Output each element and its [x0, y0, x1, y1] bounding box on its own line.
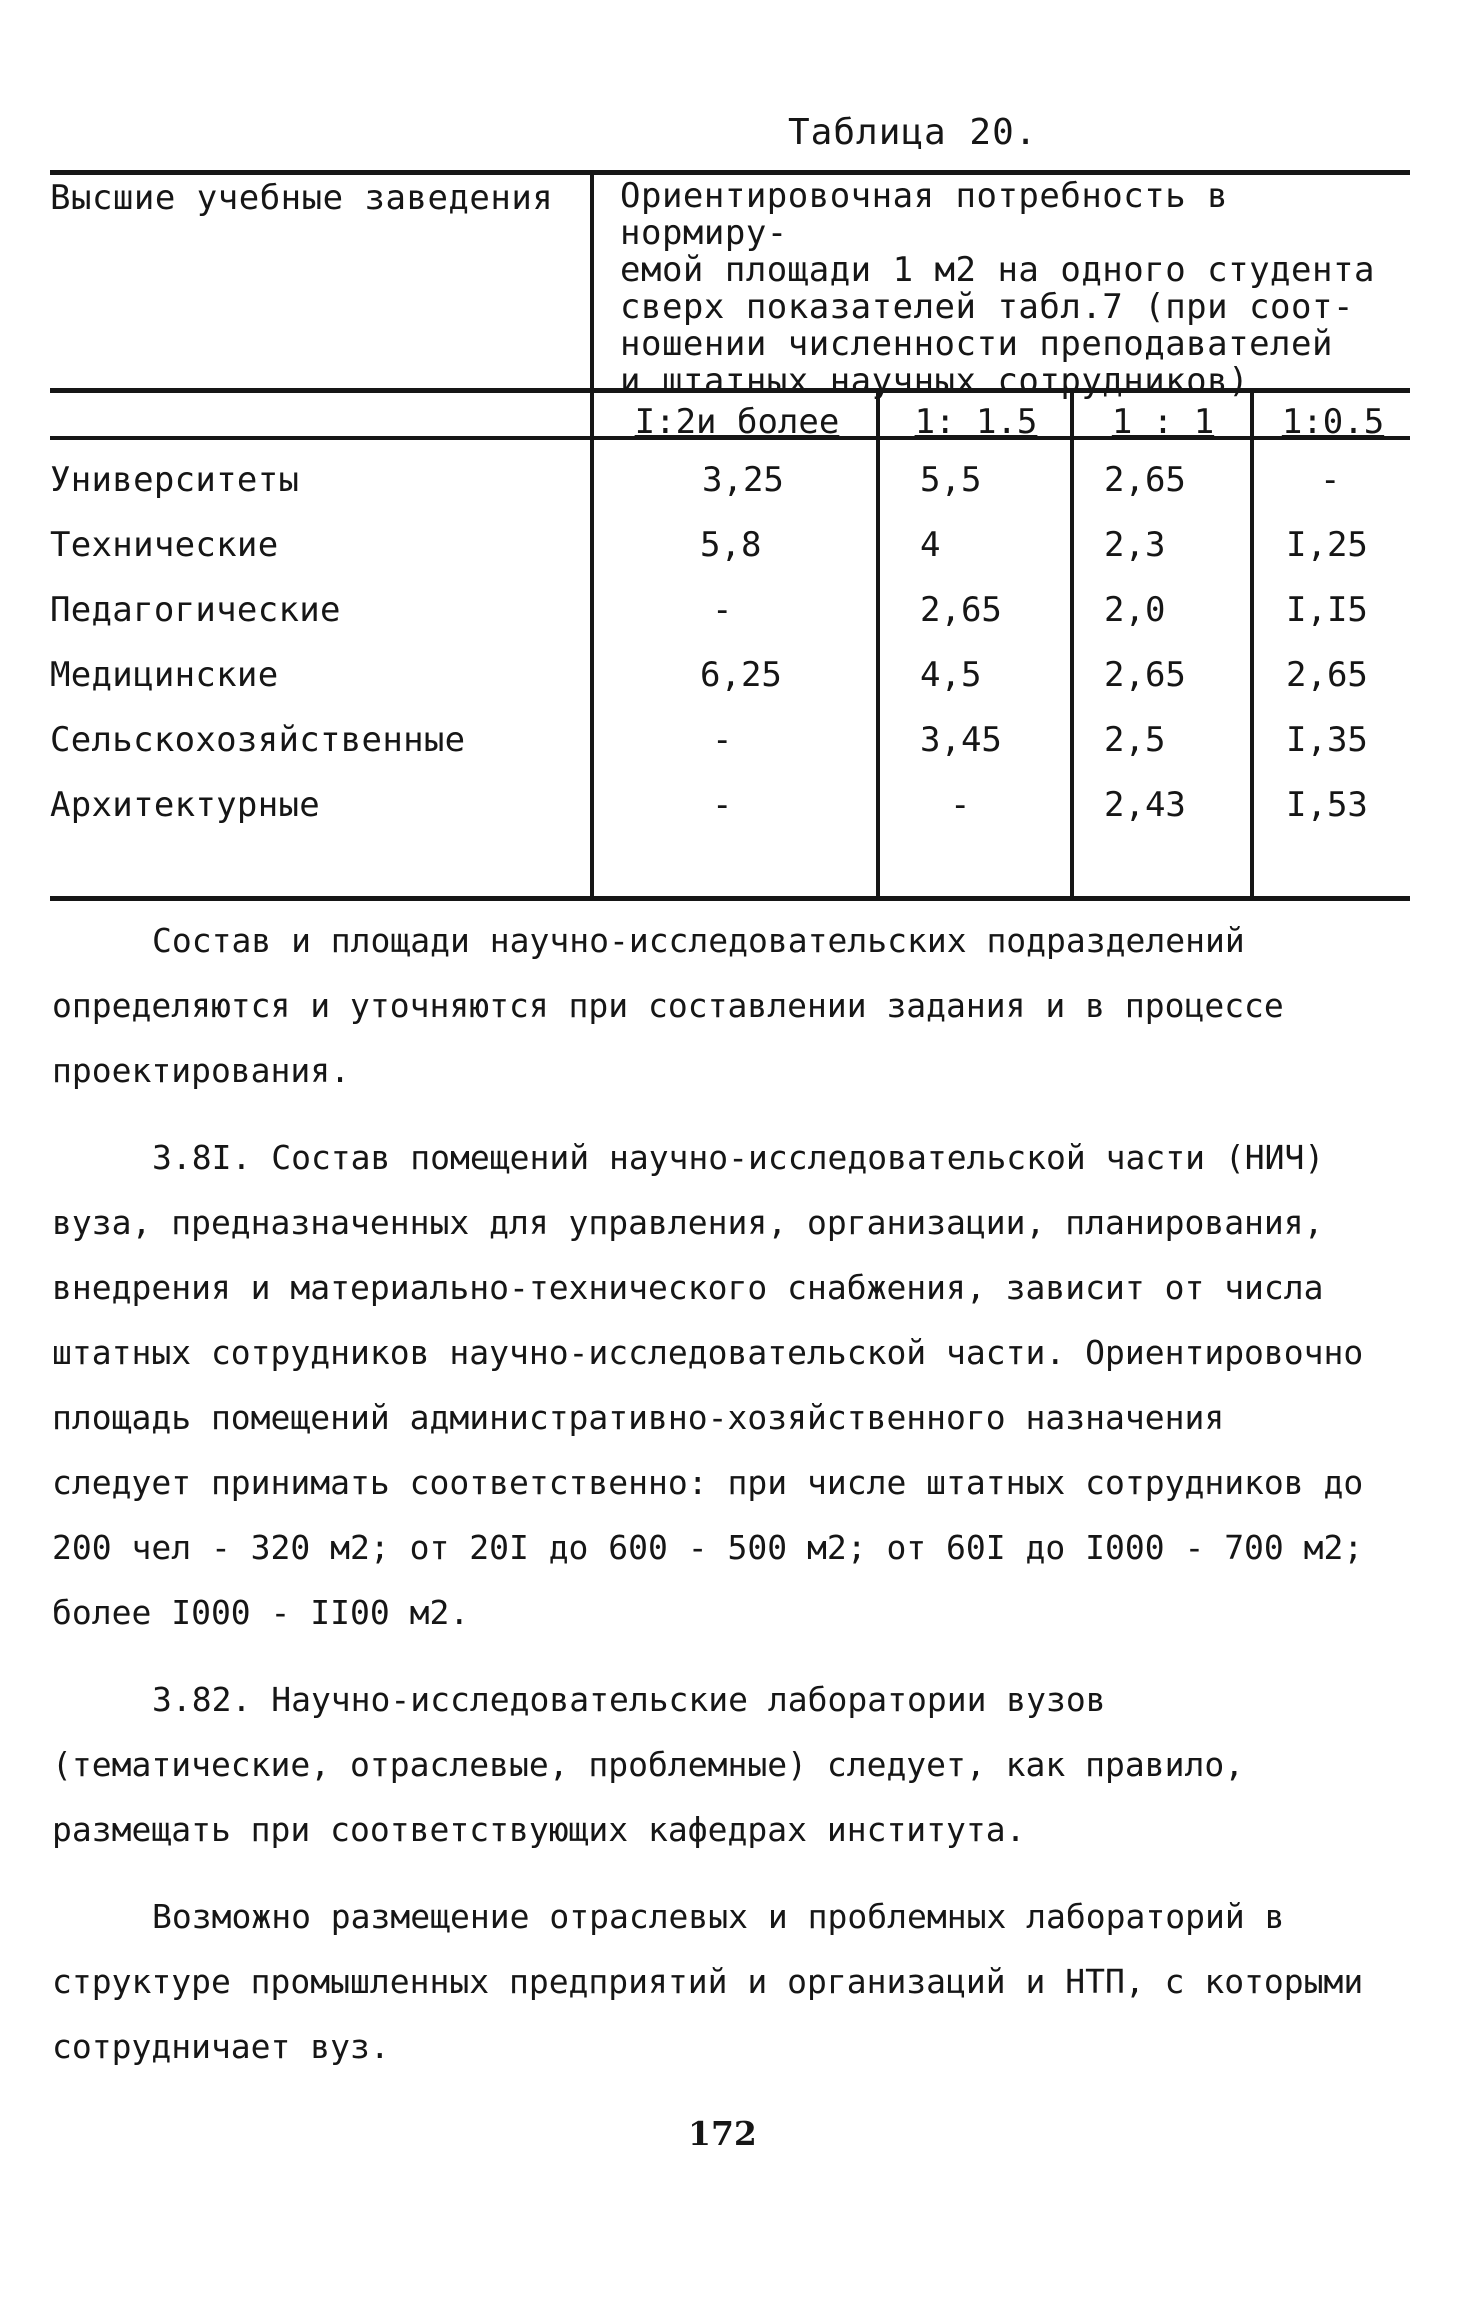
- table-caption: Таблица 20.: [788, 112, 1038, 153]
- table-cell: 4,5: [920, 655, 982, 695]
- row-label: Технические: [50, 525, 279, 565]
- column-divider: [1070, 392, 1074, 901]
- column-divider: [590, 170, 594, 901]
- paragraph: Состав и площади научно-исследовательских подразделений определяются и уточняются при составлении задания и в процессе проектирования.: [52, 921, 1284, 1090]
- table-cell: 6,25: [700, 655, 782, 695]
- paragraph: Возможно размещение отраслевых и проблемных лабораторий в структуре промышленных предприятий и организаций и НТП, с которыми сотрудничает вуз.: [52, 1897, 1364, 2066]
- column-divider: [1250, 392, 1254, 901]
- table-cell: 2,65: [920, 590, 1002, 630]
- table-cell: 3,45: [920, 720, 1002, 760]
- table-cell: I,35: [1286, 720, 1368, 760]
- table-cell: I,I5: [1286, 590, 1368, 630]
- paragraph: 3.8I. Состав помещений научно-исследовательской части (НИЧ) вуза, предназначенных для управления, организации, планирования, внедрения и материально-технического снабжения, зависит от числа штатных сотрудников научно-исследовательской части. Ориентировочно площадь помещений административно-хозяйственного назначения следует принимать соответственно: при числе штатных сотрудников до 200 чел - 320 м2; от 20I до 600 - 500 м2; от 60I до I000 - 700 м2; более I000 - II00 м2.: [52, 1138, 1364, 1632]
- row-label: Медицинские: [50, 655, 279, 695]
- column-header-institutions: Высшие учебные заведения: [50, 178, 554, 218]
- page-number: 172: [688, 2114, 757, 2153]
- row-label: Педагогические: [50, 590, 341, 630]
- table-cell: 2,0: [1104, 590, 1166, 630]
- table-cell: -: [712, 590, 733, 630]
- table-cell: 2,3: [1104, 525, 1166, 565]
- table-cell: 2,65: [1104, 460, 1186, 500]
- table-cell: 2,43: [1104, 785, 1186, 825]
- row-label: Сельскохозяйственные: [50, 720, 466, 760]
- table-cell: 3,25: [702, 460, 784, 500]
- table-cell: 5,5: [920, 460, 982, 500]
- table-cell: 4: [920, 525, 941, 565]
- row-label: Архитектурные: [50, 785, 321, 825]
- subheader-ratio: I:2и более: [634, 402, 840, 442]
- table-cell: I,53: [1286, 785, 1368, 825]
- table-cell: I,25: [1286, 525, 1368, 565]
- subheader-ratio: 1 : 1: [1111, 402, 1215, 442]
- table-cell: -: [712, 720, 733, 760]
- table-cell: -: [712, 785, 733, 825]
- table-bottom-rule: [50, 896, 1410, 901]
- column-header-area-need: Ориентировочная потребность в нормиру- емой площади 1 м2 на одного студента сверх показателей табл.7 (при соот- ношении численности преподавателей и штатных научных сотрудников): [620, 176, 1375, 401]
- table-cell: -: [1320, 460, 1341, 500]
- paragraph: 3.82. Научно-исследовательские лаборатории вузов (тематические, отраслевые, проблемные) следует, как правило, размещать при соответствующих кафедрах института.: [52, 1680, 1245, 1849]
- subheader-ratio: 1: 1.5: [914, 402, 1038, 442]
- data-table: [50, 170, 1410, 902]
- table-cell: 2,65: [1286, 655, 1368, 695]
- table-cell: 5,8: [700, 525, 762, 565]
- table-cell: 2,5: [1104, 720, 1166, 760]
- table-top-rule: [50, 170, 1410, 175]
- table-cell: -: [950, 785, 971, 825]
- column-divider: [876, 392, 880, 901]
- table-cell: 2,65: [1104, 655, 1186, 695]
- subheader-ratio: 1:0.5: [1281, 402, 1385, 442]
- row-label: Университеты: [50, 460, 300, 500]
- body-text: [52, 908, 1382, 2079]
